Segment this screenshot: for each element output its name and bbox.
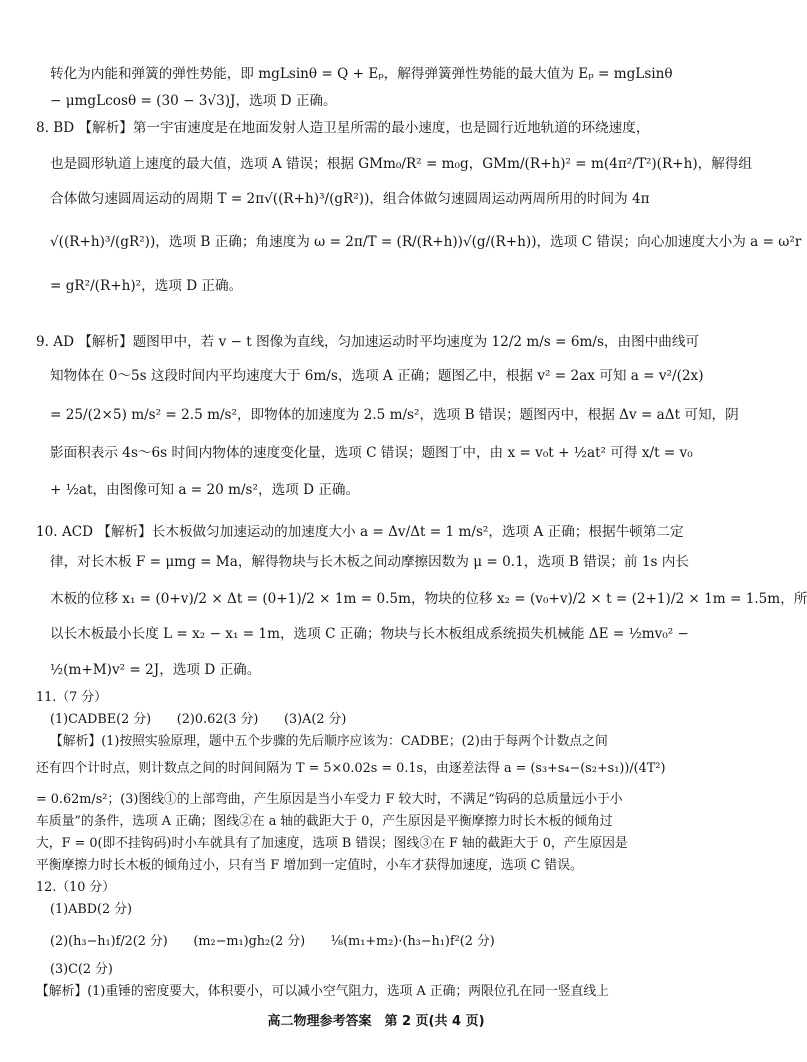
text-line-content: = 0.62m/s²；(3)图线①的上部弯曲，产生原因是当小车受力 F 较大时，不满足“钩码的总质量远小于小 bbox=[36, 792, 623, 807]
text-line bbox=[50, 405, 739, 425]
text-line bbox=[36, 856, 716, 876]
text-line bbox=[50, 232, 802, 252]
text-line bbox=[36, 759, 716, 779]
text-line bbox=[50, 189, 715, 209]
text-line-content: 8. BD 【解析】第一宇宙速度是在地面发射人造卫星所需的最小速度，也是圆行近地轨道的环绕速度， bbox=[36, 120, 650, 136]
text-line bbox=[50, 366, 715, 386]
text-line bbox=[50, 480, 715, 500]
text-line-content: 合体做匀速圆周运动的周期 T = 2π√((R+h)³/(gR²))，组合体做匀速圆周运动两周所用的时间为 4π bbox=[50, 191, 650, 207]
text-line-content: (1)CADBE(2 分) (2)0.62(3 分) (3)A(2 分) bbox=[50, 712, 347, 727]
text-line bbox=[50, 660, 715, 680]
text-line bbox=[50, 154, 753, 174]
text-line-content: (1)ABD(2 分) bbox=[50, 902, 133, 917]
question-12-answer-2 bbox=[50, 932, 715, 952]
text-line-content: 转化为内能和弹簧的弹性势能，即 mgLsinθ = Q + Eₚ，解得弹簧弹性势能的最大值为 Eₚ = mgLsinθ bbox=[50, 66, 673, 82]
text-line bbox=[50, 624, 715, 644]
text-line-content: 以长木板最小长度 L = x₂ − x₁ = 1m，选项 C 正确；物块与长木板组成系统损失机械能 ΔE = ½mv₀² − bbox=[50, 626, 689, 642]
text-line bbox=[50, 589, 807, 609]
text-line-content: 车质量”的条件，选项 A 正确；图线②在 a 轴的截距大于 0，产生原因是平衡摩擦力时长木板的倾角过 bbox=[36, 814, 613, 829]
text-line-content: 11.（7 分） bbox=[36, 690, 107, 705]
question-10-answer bbox=[36, 522, 716, 542]
text-line-content: 9. AD 【解析】题图甲中，若 v − t 图像为直线，匀加速运动时平均速度为 12/2 m/s = 6m/s，由图中曲线可 bbox=[36, 334, 700, 350]
text-line-content: = 25/(2×5) m/s² = 2.5 m/s²，即物体的加速度为 2.5 m/s²，选项 B 错误；题图丙中，根据 Δv = aΔt 可知，阴 bbox=[50, 407, 739, 423]
text-line bbox=[50, 552, 715, 572]
text-line-content: 木板的位移 x₁ = (0+v)/2 × Δt = (0+1)/2 × 1m = 0.5m，物块的位移 x₂ = (v₀+v)/2 × t = (2+1)/2 × 1m = 1.5m，所 bbox=[50, 591, 807, 607]
question-8-answer bbox=[36, 118, 716, 138]
text-line-content: 律，对长木板 F = μmg = Ma，解得物块与长木板之间动摩擦因数为 μ = 0.1，选项 B 错误；前 1s 内长 bbox=[50, 554, 689, 570]
text-line bbox=[50, 443, 715, 463]
text-line-content: + ½at，由图像可知 a = 20 m/s²，选项 D 正确。 bbox=[50, 482, 360, 498]
text-line bbox=[36, 834, 716, 854]
text-line-content: (2)(h₃−h₁)f/2(2 分) (m₂−m₁)gh₂(2 分) ⅛(m₁+m₂)·(h₃−h₁)f²(2 分) bbox=[50, 934, 495, 949]
text-line bbox=[50, 276, 715, 296]
question-9-answer bbox=[36, 332, 716, 352]
text-line bbox=[36, 790, 716, 810]
text-line bbox=[50, 64, 715, 84]
text-line-content: = gR²/(R+h)²，选项 D 正确。 bbox=[50, 278, 243, 294]
question-12-heading bbox=[36, 878, 716, 898]
text-line-content: ½(m+M)v² = 2J，选项 D 正确。 bbox=[50, 662, 261, 678]
question-12-analysis bbox=[36, 982, 716, 1002]
text-line-content: 也是圆形轨道上速度的最大值，选项 A 错误；根据 GMm₀/R² = m₀g，GMm/(R+h)² = m(4π²/T²)(R+h)，解得组 bbox=[50, 156, 753, 172]
text-line bbox=[36, 812, 716, 832]
text-line-content: 知物体在 0～5s 这段时间内平均速度大于 6m/s，选项 A 正确；题图乙中，根据 v² = 2ax 可知 a = v²/(2x) bbox=[50, 368, 704, 384]
text-line-content: 影面积表示 4s～6s 时间内物体的速度变化量，选项 C 错误；题图丁中，由 x = v₀t + ½at² 可得 x/t = v₀ bbox=[50, 445, 693, 461]
text-line-content: 大，F = 0(即不挂钩码)时小车就具有了加速度，选项 B 错误；图线③在 F 轴的截距大于 0，产生原因是 bbox=[36, 836, 628, 851]
text-line bbox=[50, 91, 715, 111]
text-line-content: 12.（10 分） bbox=[36, 880, 116, 895]
question-11-analysis bbox=[50, 732, 715, 752]
text-line-content: − μmgLcosθ = (30 − 3√3)J，选项 D 正确。 bbox=[50, 93, 337, 109]
text-line-content: (3)C(2 分) bbox=[50, 962, 113, 977]
question-12-answer-1 bbox=[50, 900, 715, 920]
text-line-content: 【解析】(1)重锤的密度要大，体积要小，可以减小空气阻力，选项 A 正确；两限位孔在同一竖直线上 bbox=[36, 984, 609, 999]
footer-text: 高二物理参考答案 第 2 页(共 4 页) bbox=[267, 1014, 485, 1029]
text-line-content: 平衡摩擦力时长木板的倾角过小，只有当 F 增加到一定值时，小车才获得加速度，选项 C 错误。 bbox=[36, 858, 583, 873]
text-line-content: 10. ACD 【解析】长木板做匀加速运动的加速度大小 a = Δv/Δt = 1 m/s²，选项 A 正确；根据牛顿第二定 bbox=[36, 524, 684, 540]
question-11-answers bbox=[50, 710, 715, 730]
text-line-content: 【解析】(1)按照实验原理，题中五个步骤的先后顺序应该为：CADBE；(2)由于每两个计数点之间 bbox=[50, 734, 608, 749]
page-footer bbox=[0, 1010, 752, 1029]
text-line-content: 还有四个计时点，则计数点之间的时间间隔为 T = 5×0.02s = 0.1s，由逐差法得 a = (s₃+s₄−(s₂+s₁))/(4T²) bbox=[36, 761, 666, 776]
question-12-answer-3 bbox=[50, 960, 715, 980]
text-line-content: √((R+h)³/(gR²))，选项 B 正确；角速度为 ω = 2π/T = (R/(R+h))√(g/(R+h))，选项 C 错误；向心加速度大小为 a = ω²r bbox=[50, 234, 802, 250]
question-11-heading bbox=[36, 688, 716, 708]
